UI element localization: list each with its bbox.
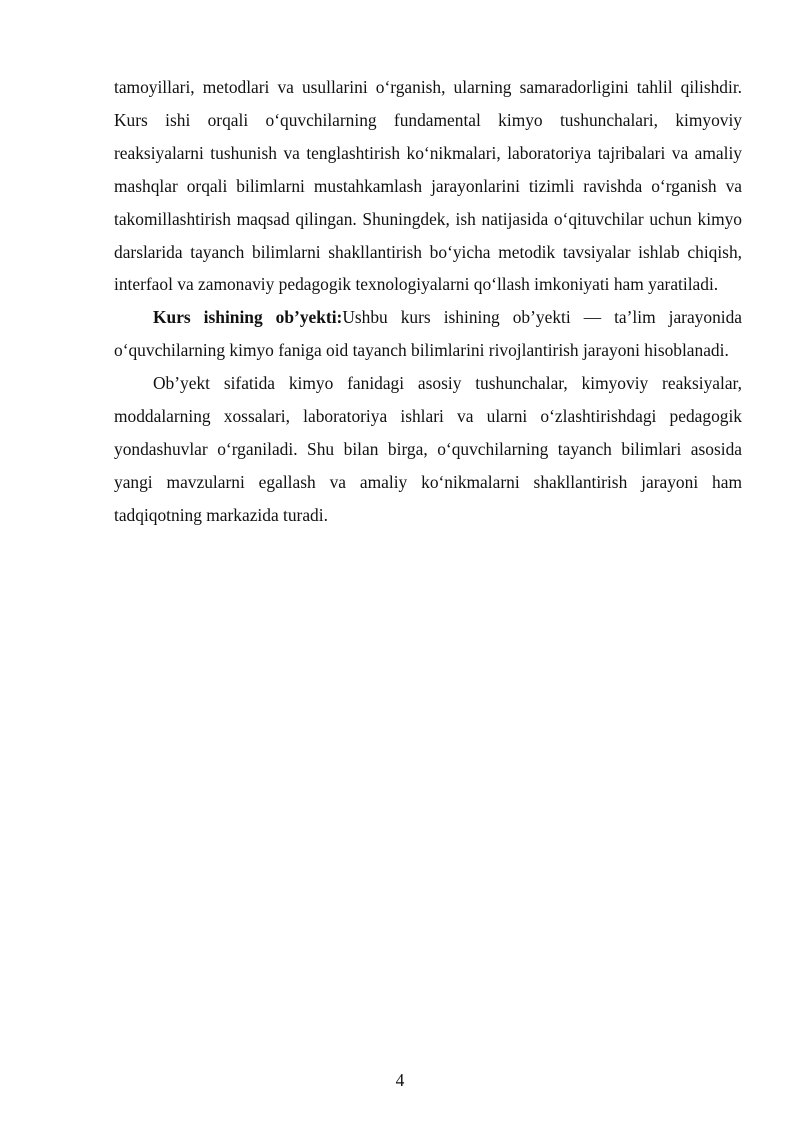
document-body [114,71,742,532]
object-definition-text: Ushbu kurs ishining ob’yekti — ta’lim jarayonida o‘quvchilarning kimyo faniga oid tayanch bilimlarini rivojlantirish jarayoni hisoblanadi. [114,307,743,361]
paragraph-continuation: tamoyillari, metodlari va usullarini o‘rganish, ularning samaradorligini tahlil qilishdir. Kurs ishi orqali o‘quvchilarning fundamental kimyo tushunchalari, kimyoviy reaksiyalarni tushunish va tenglashtirish ko‘nikmalari, laboratoriya tajribalari va amaliy mashqlar orqali bilimlarni mustahkamlash jarayonlarini tizimli ravishda o‘rganish va takomillashtirish maqsad qilingan. Shuningdek, ish natijasida o‘qituvchilar uchun kimyo darslarida tayanch bilimlarni shakllantirish bo‘yicha metodik tavsiyalar ishlab chiqish, interfaol va zamonaviy pedagogik texnologiyalarni qo‘llash imkoniyati ham yaratiladi. [114,77,742,295]
page-number: 4 [395,1070,405,1090]
object-heading-lead: Kurs ishining ob’yekti: [153,307,343,328]
paragraph-object-definition [114,301,742,367]
paragraph-object-details: Ob’yekt sifatida kimyo fanidagi asosiy tushunchalar, kimyoviy reaksiyalar, moddalarning xossalari, laboratoriya ishlari va ularni o‘zlashtirishdagi pedagogik yondashuvlar o‘rganiladi. Shu bilan birga, o‘quvchilarning tayanch bilimlari asosida yangi mavzularni egallash va amaliy ko‘nikmalarni shakllantirish jarayoni ham tadqiqotning markazida turadi. [114,373,742,525]
